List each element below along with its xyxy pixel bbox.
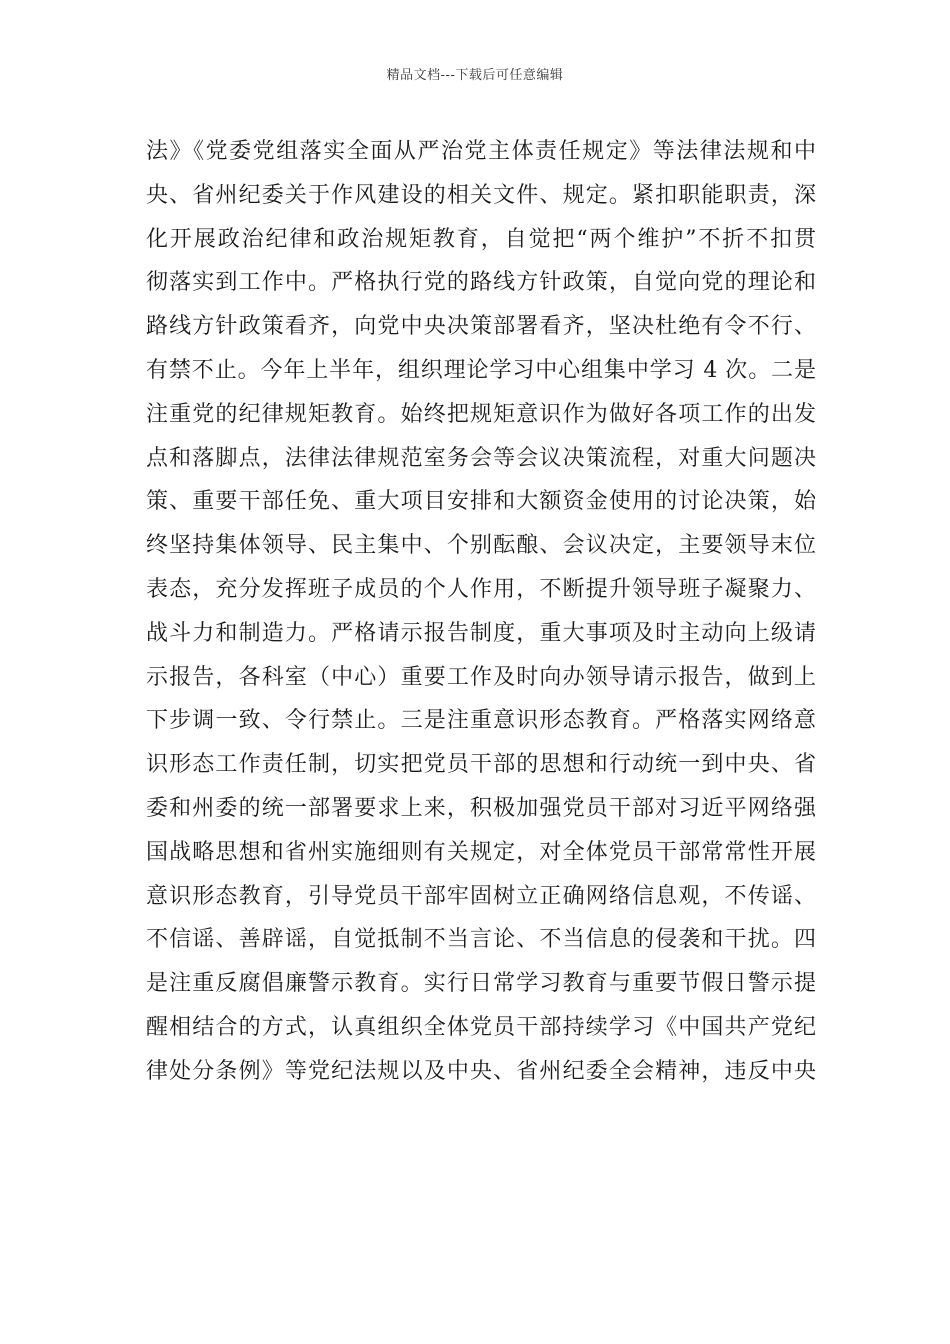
text-line: 点和落脚点，法律法律规范室务会等会议决策流程，对重大问题决 [146, 445, 816, 471]
text-line: 路线方针政策看齐，向党中央决策部署看齐，坚决杜绝有令不行、 [146, 314, 816, 340]
text-line: 国战略思想和省州实施细则有关规定，对全体党员干部常常性开展 [146, 839, 816, 865]
text-line: 不信谣、善辟谣，自觉抵制不当言论、不当信息的侵袭和干扰。四 [146, 927, 816, 953]
text-line: 化开展政治纪律和政治规矩教育，自觉把“两个维护”不折不扣贯 [146, 226, 816, 252]
text-line: 意识形态教育，引导党员干部牢固树立正确网络信息观，不传谣、 [146, 883, 816, 909]
text-line: 律处分条例》等党纪法规以及中央、省州纪委全会精神，违反中央 [146, 1058, 816, 1084]
text-line: 下步调一致、令行禁止。三是注重意识形态教育。严格落实网络意 [146, 708, 816, 734]
text-line: 示报告，各科室（中心）重要工作及时向办领导请示报告，做到上 [146, 664, 816, 690]
text-line: 表态，充分发挥班子成员的个人作用，不断提升领导班子凝聚力、 [146, 576, 816, 602]
text-line: 是注重反腐倡廉警示教育。实行日常学习教育与重要节假日警示提 [146, 971, 816, 997]
text-line: 央、省州纪委关于作风建设的相关文件、规定。紧扣职能职责，深 [146, 182, 816, 208]
text-line: 彻落实到工作中。严格执行党的路线方针政策，自觉向党的理论和 [146, 270, 816, 296]
text-line: 战斗力和制造力。严格请示报告制度，重大事项及时主动向上级请 [146, 620, 816, 646]
text-line: 识形态工作责任制，切实把党员干部的思想和行动统一到中央、省 [146, 752, 816, 778]
text-line: 有禁不止。今年上半年，组织理论学习中心组集中学习 4 次。二是 [146, 357, 816, 383]
page-header: 精品文档---下载后可任意编辑 [386, 68, 564, 83]
body-text [146, 130, 816, 1094]
text-line: 策、重要干部任免、重大项目安排和大额资金使用的讨论决策，始 [146, 489, 816, 515]
text-line: 醒相结合的方式，认真组织全体党员干部持续学习《中国共产党纪 [146, 1014, 816, 1040]
text-line: 委和州委的统一部署要求上来，积极加强党员干部对习近平网络强 [146, 795, 816, 821]
text-line: 终坚持集体领导、民主集中、个别酝酿、会议决定，主要领导末位 [146, 533, 816, 559]
text-line: 注重党的纪律规矩教育。始终把规矩意识作为做好各项工作的出发 [146, 401, 816, 427]
text-line: 法》《党委党组落实全面从严治党主体责任规定》等法律法规和中 [146, 139, 816, 164]
